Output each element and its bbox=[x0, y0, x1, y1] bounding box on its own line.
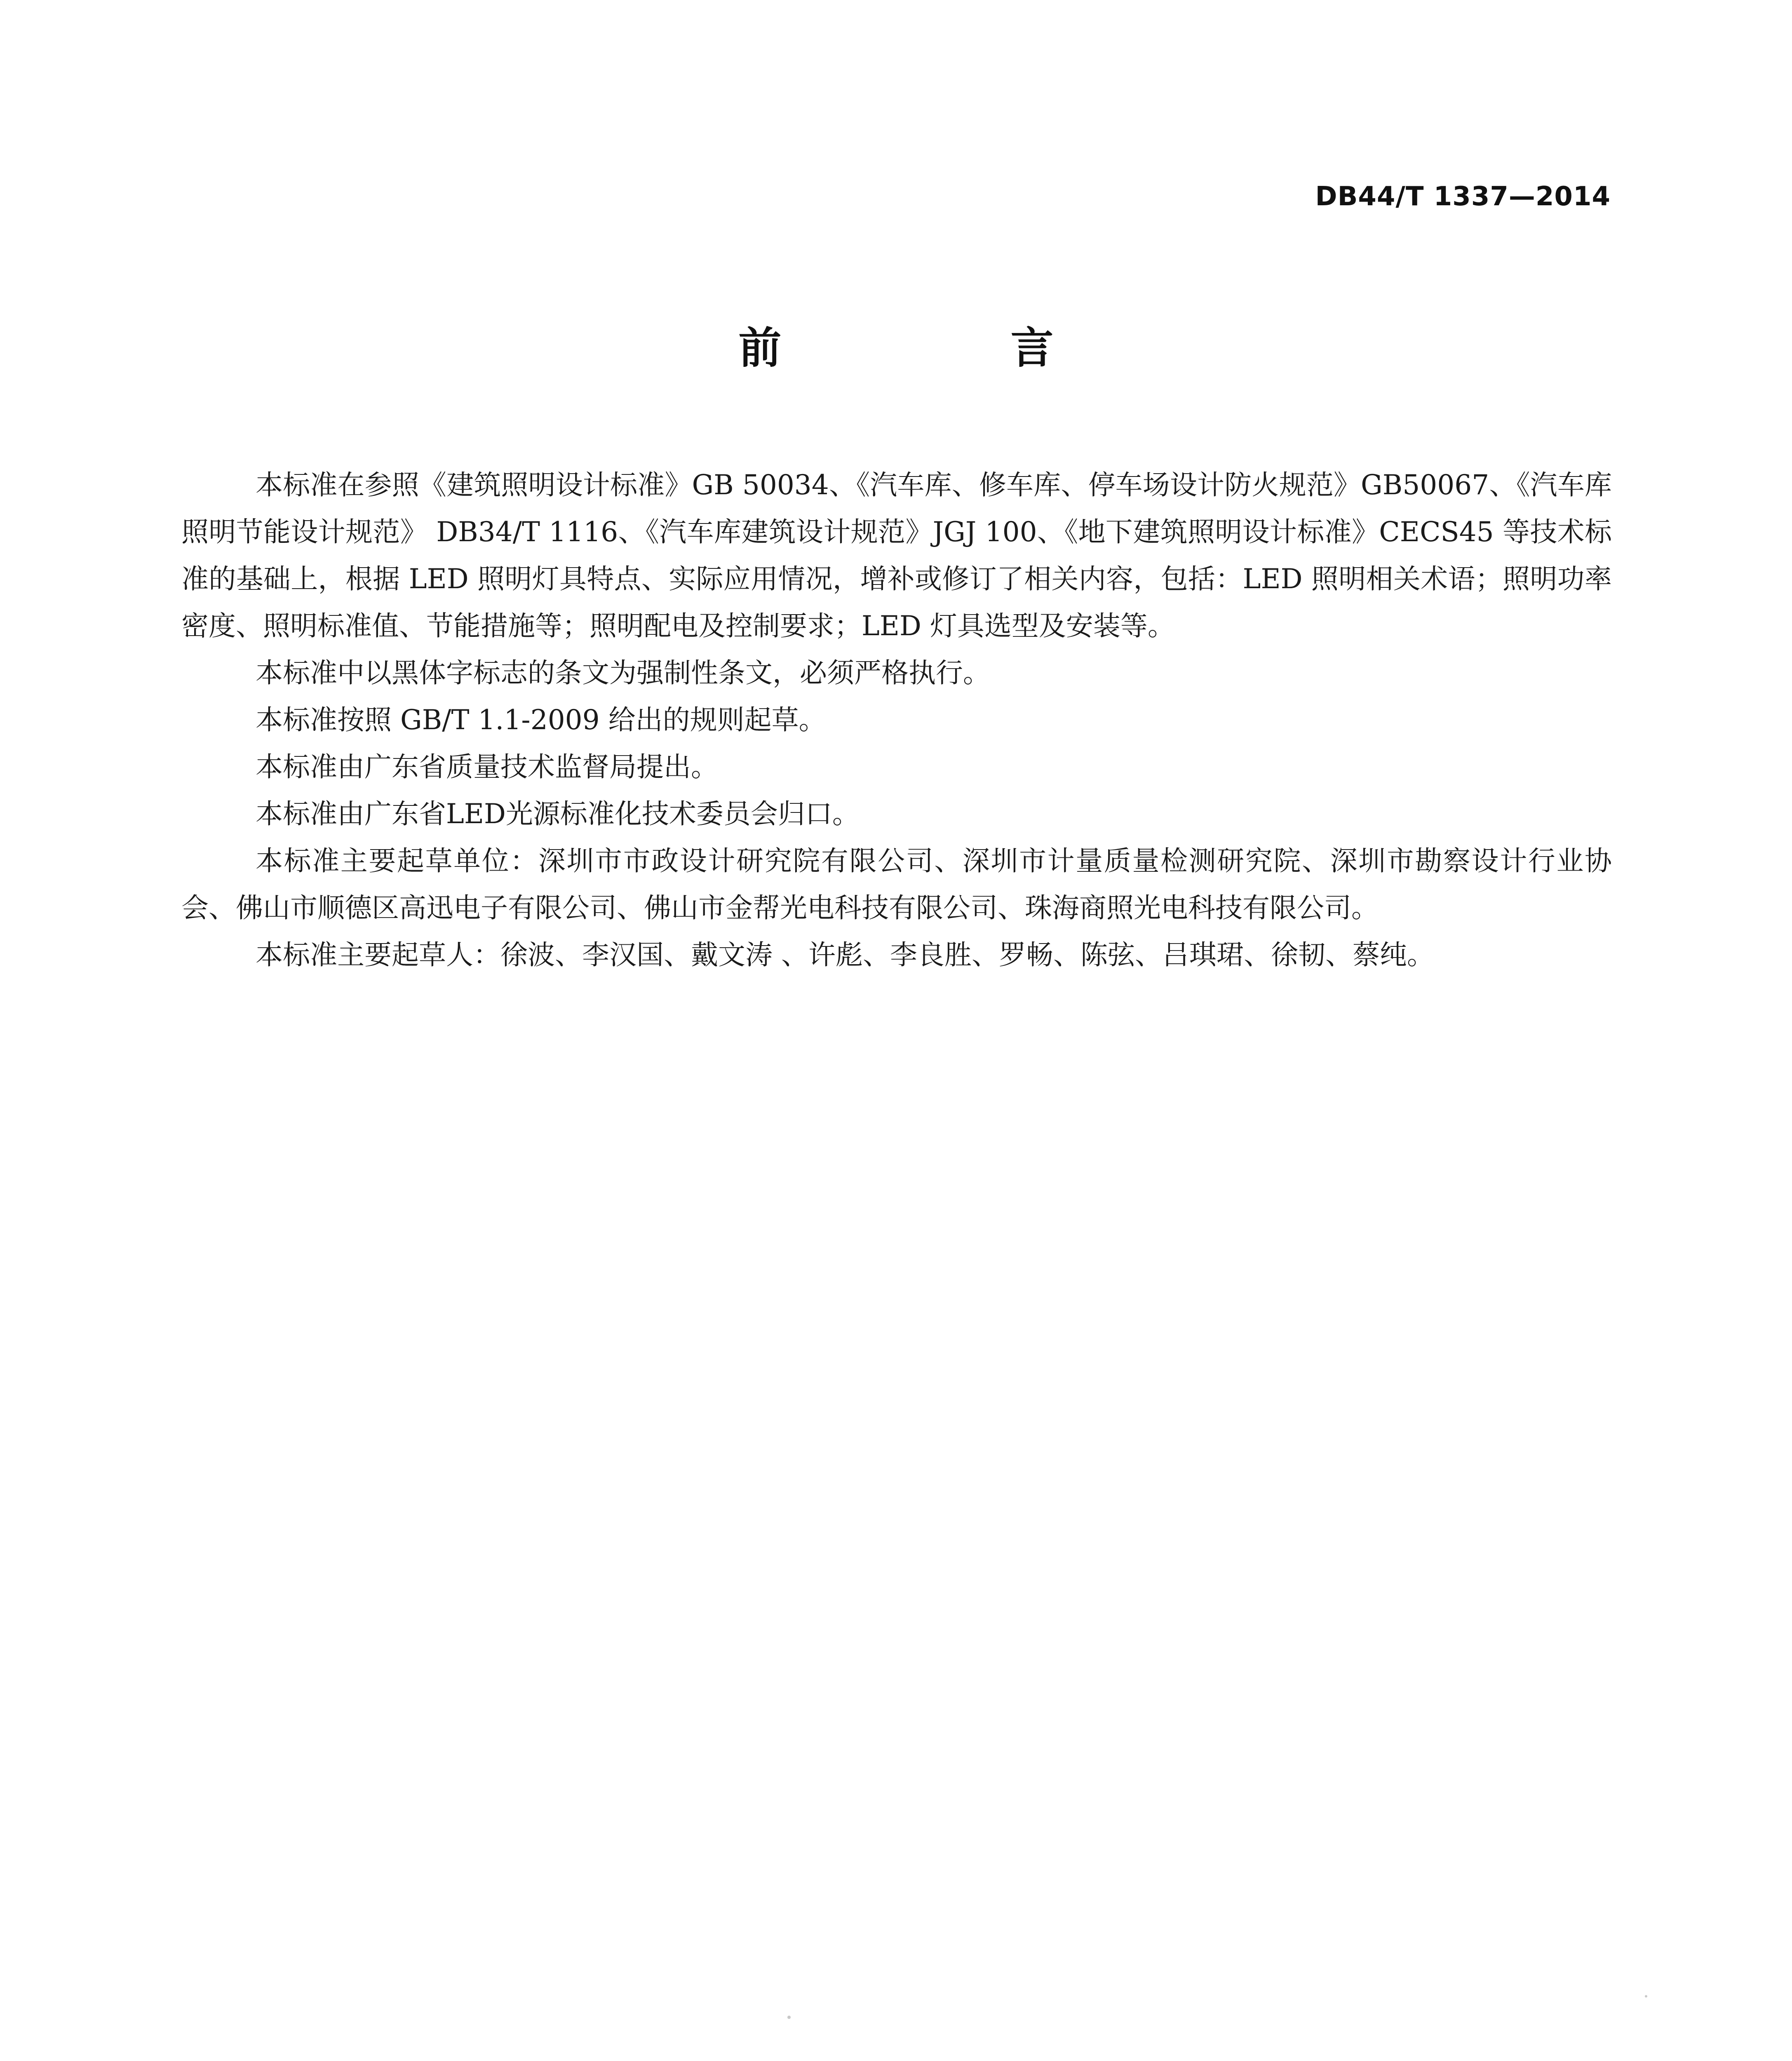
paragraph-drafters: 本标准主要起草人：徐波、李汉国、戴文涛 、许彪、李良胜、罗畅、陈弦、吕琪珺、徐韧、蔡纯。 bbox=[256, 939, 1434, 971]
paragraph-references: 本标准在参照《建筑照明设计标准》GB 50034、《汽车库、修车库、停车场设计防火规范》GB50067、《汽车库照明节能设计规范》 DB34/T 1116、《汽车库建筑设计规范》JGJ 100、《地下建筑照明设计标准》CECS45 等技术标准的基础上，根据 LED 照明灯具特点、实际应用情况，增补或修订了相关内容，包括：LED 照明相关术语；照明功率密度、照明标准值、节能措施等；照明配电及控制要求；LED 灯具选型及安装等。 bbox=[181, 469, 1612, 642]
paragraph-drafting-units: 本标准主要起草单位：深圳市市政设计研究院有限公司、深圳市计量质量检测研究院、深圳市勘察设计行业协会、佛山市顺德区高迅电子有限公司、佛山市金帮光电科技有限公司、珠海商照光电科技有限公司。 bbox=[181, 845, 1612, 924]
scan-speck bbox=[1645, 1995, 1647, 1998]
foreword-body bbox=[181, 462, 1612, 979]
scan-speck bbox=[787, 2016, 791, 2019]
paragraph-proposed-by: 本标准由广东省质量技术监督局提出。 bbox=[256, 751, 718, 783]
document-code: DB44/T 1337—2014 bbox=[1315, 181, 1611, 212]
paragraph-centralized-by: 本标准由广东省LED光源标准化技术委员会归口。 bbox=[256, 798, 860, 830]
page-title: 前 言 bbox=[738, 323, 1161, 373]
paragraph-mandatory-clauses: 本标准中以黑体字标志的条文为强制性条文，必须严格执行。 bbox=[256, 657, 990, 689]
paragraph-drafting-rules: 本标准按照 GB/T 1.1-2009 给出的规则起草。 bbox=[256, 704, 826, 736]
